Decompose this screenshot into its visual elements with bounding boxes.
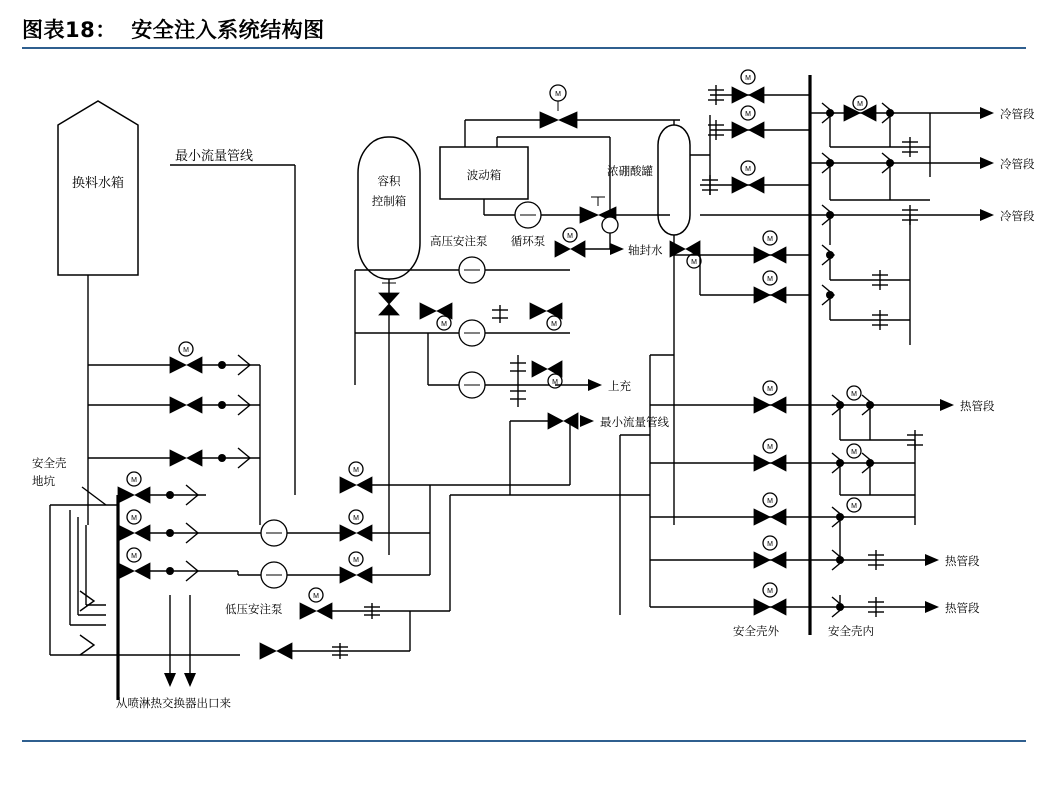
cold-leg-branch-1 — [810, 96, 994, 177]
svg-text:M: M — [313, 593, 319, 600]
orifice-2 — [510, 355, 526, 407]
charging-arrow — [588, 379, 602, 391]
boric-acid-tank-shape — [658, 125, 690, 235]
cold-leg-valve-2 — [708, 106, 764, 140]
seal-water-arrow — [610, 243, 624, 255]
vct-label-2: 控制箱 — [371, 194, 407, 208]
svg-text:M: M — [691, 259, 697, 266]
charging-label: 上充 — [608, 379, 631, 393]
spray-hx-label: 从喷淋热交换器出口来 — [116, 696, 231, 710]
svg-text:M: M — [131, 477, 137, 484]
hot-leg-3-label: 热管段 — [945, 601, 980, 615]
svg-text:M: M — [857, 101, 863, 108]
svg-text:M: M — [767, 588, 773, 595]
svg-text:M: M — [552, 379, 558, 386]
rwst-valve-train-2 — [170, 395, 260, 415]
footer-divider — [22, 740, 1026, 742]
seal-water-label: 轴封水 — [628, 243, 663, 257]
seal-water-valve — [555, 228, 585, 257]
rwst-valve-train-3 — [88, 448, 260, 468]
boric-acid-tank-label: 浓硼酸罐 — [607, 164, 653, 178]
valve-tag: M — [555, 91, 561, 98]
hot-leg-1-label: 热管段 — [960, 399, 995, 413]
min-flow-mid-label: 最小流量管线 — [600, 415, 669, 429]
cold-leg-2-label: 冷管段 — [1000, 157, 1035, 171]
figure-header — [22, 14, 1026, 48]
lp-discharge-valve-3 — [340, 552, 372, 583]
hot-leg-train-1 — [650, 381, 954, 450]
svg-text:M: M — [131, 515, 137, 522]
hot-leg-train-3 — [650, 493, 915, 547]
svg-text:M: M — [767, 386, 773, 393]
hot-leg-2-label: 热管段 — [945, 554, 980, 568]
cold-leg-valve-3 — [702, 161, 764, 195]
lp-discharge-valve-2 — [340, 510, 372, 541]
svg-text:M: M — [183, 347, 189, 354]
cold-leg-branch-3 — [810, 205, 994, 245]
spray-inlet-arrow-2 — [184, 673, 196, 687]
svg-text:M: M — [745, 75, 751, 82]
svg-text:M: M — [767, 444, 773, 451]
orifice-1 — [492, 305, 508, 323]
cold-leg-valve-1 — [708, 70, 764, 105]
lp-recirc-valve-1 — [300, 588, 332, 619]
svg-text:M: M — [441, 321, 447, 328]
svg-text:M: M — [567, 233, 573, 240]
rwst-label: 换料水箱 — [71, 176, 125, 191]
inside-containment-label: 安全壳内 — [828, 624, 874, 638]
hp-suction-valve-1 — [420, 303, 452, 330]
svg-text:M: M — [851, 449, 857, 456]
vct-outlet-valve — [379, 283, 399, 315]
surge-tank-top-valve — [540, 85, 577, 128]
rwst-valve-train-1 — [170, 342, 260, 375]
sump-label-2: 地坑 — [32, 474, 55, 488]
outside-containment-label: 安全壳外 — [733, 624, 779, 638]
hp-pump-label: 高压安注泵 — [430, 234, 488, 248]
svg-text:M: M — [353, 557, 359, 564]
figure-title: 安全注入系统结构图 — [131, 18, 325, 42]
vct-label-1: 容积 — [377, 174, 401, 188]
svg-text:M: M — [767, 236, 773, 243]
svg-text:M: M — [851, 391, 857, 398]
svg-text:M: M — [353, 467, 359, 474]
min-flow-mid-valve — [548, 413, 578, 429]
header-divider — [22, 47, 1026, 49]
circulation-pump-label: 循环泵 — [510, 234, 546, 248]
lp-pump-label: 低压安注泵 — [225, 602, 283, 616]
svg-text:M: M — [551, 321, 557, 328]
svg-text:M: M — [767, 541, 773, 548]
sump-valve-c — [118, 548, 206, 581]
hot-leg-train-5 — [650, 583, 939, 617]
cold-leg-branch-2 — [810, 153, 994, 200]
lp-discharge-valve-1 — [340, 462, 372, 493]
sump-label-1: 安全壳 — [32, 456, 67, 470]
sump-valve-b — [118, 510, 206, 543]
cold-leg-3-label: 冷管段 — [1000, 209, 1035, 223]
spray-inlet-arrow-1 — [164, 673, 176, 687]
hot-leg-train-4 — [650, 536, 939, 570]
min-flow-top-label: 最小流量管线 — [175, 149, 254, 164]
figure-label: 图表18： — [22, 18, 117, 42]
svg-text:M: M — [353, 515, 359, 522]
sump-valve-a — [118, 472, 206, 505]
volume-control-tank-shape — [358, 137, 420, 279]
svg-text:M: M — [767, 276, 773, 283]
svg-text:M: M — [131, 553, 137, 560]
lp-recirc-valve-2 — [260, 643, 292, 659]
min-flow-arrow — [580, 415, 594, 427]
system-diagram — [10, 55, 1040, 735]
seal-water-gauge — [602, 217, 618, 233]
svg-text:M: M — [767, 498, 773, 505]
cold-leg-1-label: 冷管段 — [1000, 107, 1035, 121]
svg-text:M: M — [851, 503, 857, 510]
hp-discharge-valve-3 — [532, 361, 562, 388]
surge-tank-label: 波动箱 — [466, 168, 502, 182]
svg-text:M: M — [745, 166, 751, 173]
hp-suction-valve-2 — [530, 303, 562, 330]
svg-text:M: M — [745, 111, 751, 118]
